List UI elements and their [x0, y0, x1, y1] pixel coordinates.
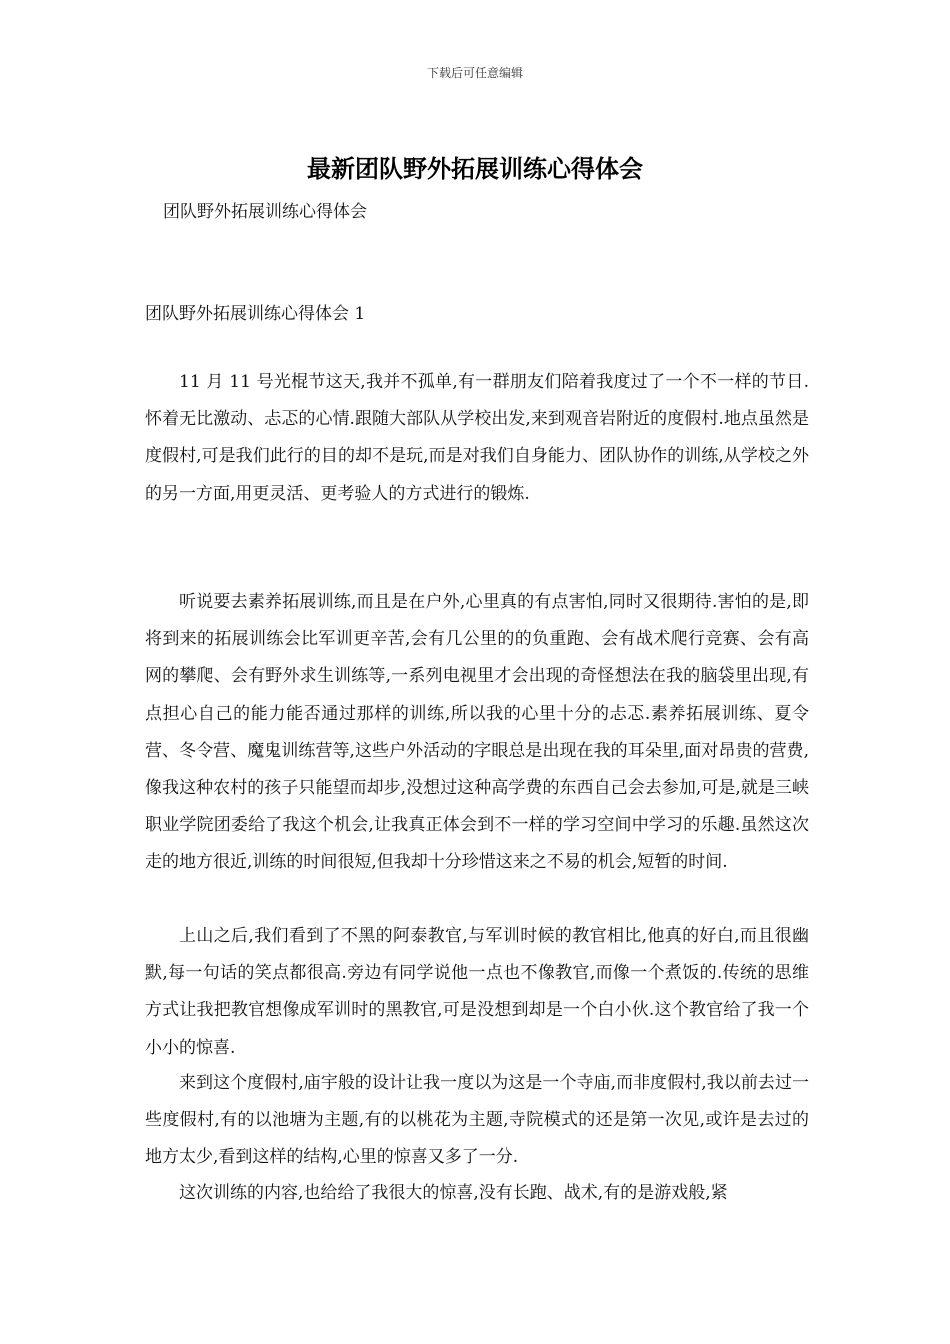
section-heading: 团队野外拓展训练心得体会 1	[145, 304, 366, 324]
header-note: 下载后可任意编辑	[426, 66, 523, 80]
paragraph: 上山之后,我们看到了不黑的阿泰教官,与军训时候的教官相比,他真的好白,而且很幽默,每一句话的笑点都很高.旁边有同学说他一点也不像教官,而像一个煮饭的.传统的思维方式让我把教官想像成军训时的黑教官,可是没想到却是一个白小伙.这个教官给了我一个小小的惊喜.	[145, 926, 809, 1058]
paragraph: 这次训练的内容,也给给了我很大的惊喜,没有长跑、战术,有的是游戏般,紧	[179, 1183, 728, 1203]
paragraph: 11 月 11 号光棍节这天,我并不孤单,有一群朋友们陪着我度过了一个不一样的节日.怀着无比激动、忐忑的心情.跟随大部队从学校出发,来到观音岩附近的度假村.地点虽然是度假村,可是我们此行的目的却不是玩,而是对我们自身能力、团队协作的训练,从学校之外的另一方面,用更灵活、更考验人的方式进行的锻炼.	[145, 372, 809, 504]
paragraph: 来到这个度假村,庙宇般的设计让我一度以为这是一个寺庙,而非度假村,我以前去过一些度假村,有的以池塘为主题,有的以桃花为主题,寺院模式的还是第一次见,或许是去过的地方太少,看到这样的结构,心里的惊喜又多了一分.	[145, 1073, 809, 1168]
document-subtitle: 团队野外拓展训练心得体会	[163, 202, 367, 222]
document-title: 最新团队野外拓展训练心得体会	[307, 155, 643, 183]
paragraph: 听说要去素养拓展训练,而且是在户外,心里真的有点害怕,同时又很期待.害怕的是,即将到来的拓展训练会比军训更辛苦,会有几公里的的负重跑、会有战术爬行竞赛、会有高网的攀爬、会有野外求生训练等,一系列电视里才会出现的奇怪想法在我的脑袋里出现,有点担心自己的能力能否通过那样的训练,所以我的心里十分的忐忑.素养拓展训练、夏令营、冬令营、魔鬼训练营等,这些户外活动的字眼总是出现在我的耳朵里,面对昂贵的营费,像我这种农村的孩子只能望而却步,没想过这种高学费的东西自己会去参加,可是,就是三峡职业学院团委给了我这个机会,让我真正体会到不一样的学习空间中学习的乐趣.虽然这次走的地方很近,训练的时间很短,但我却十分珍惜这来之不易的机会,短暂的时间.	[145, 592, 809, 873]
